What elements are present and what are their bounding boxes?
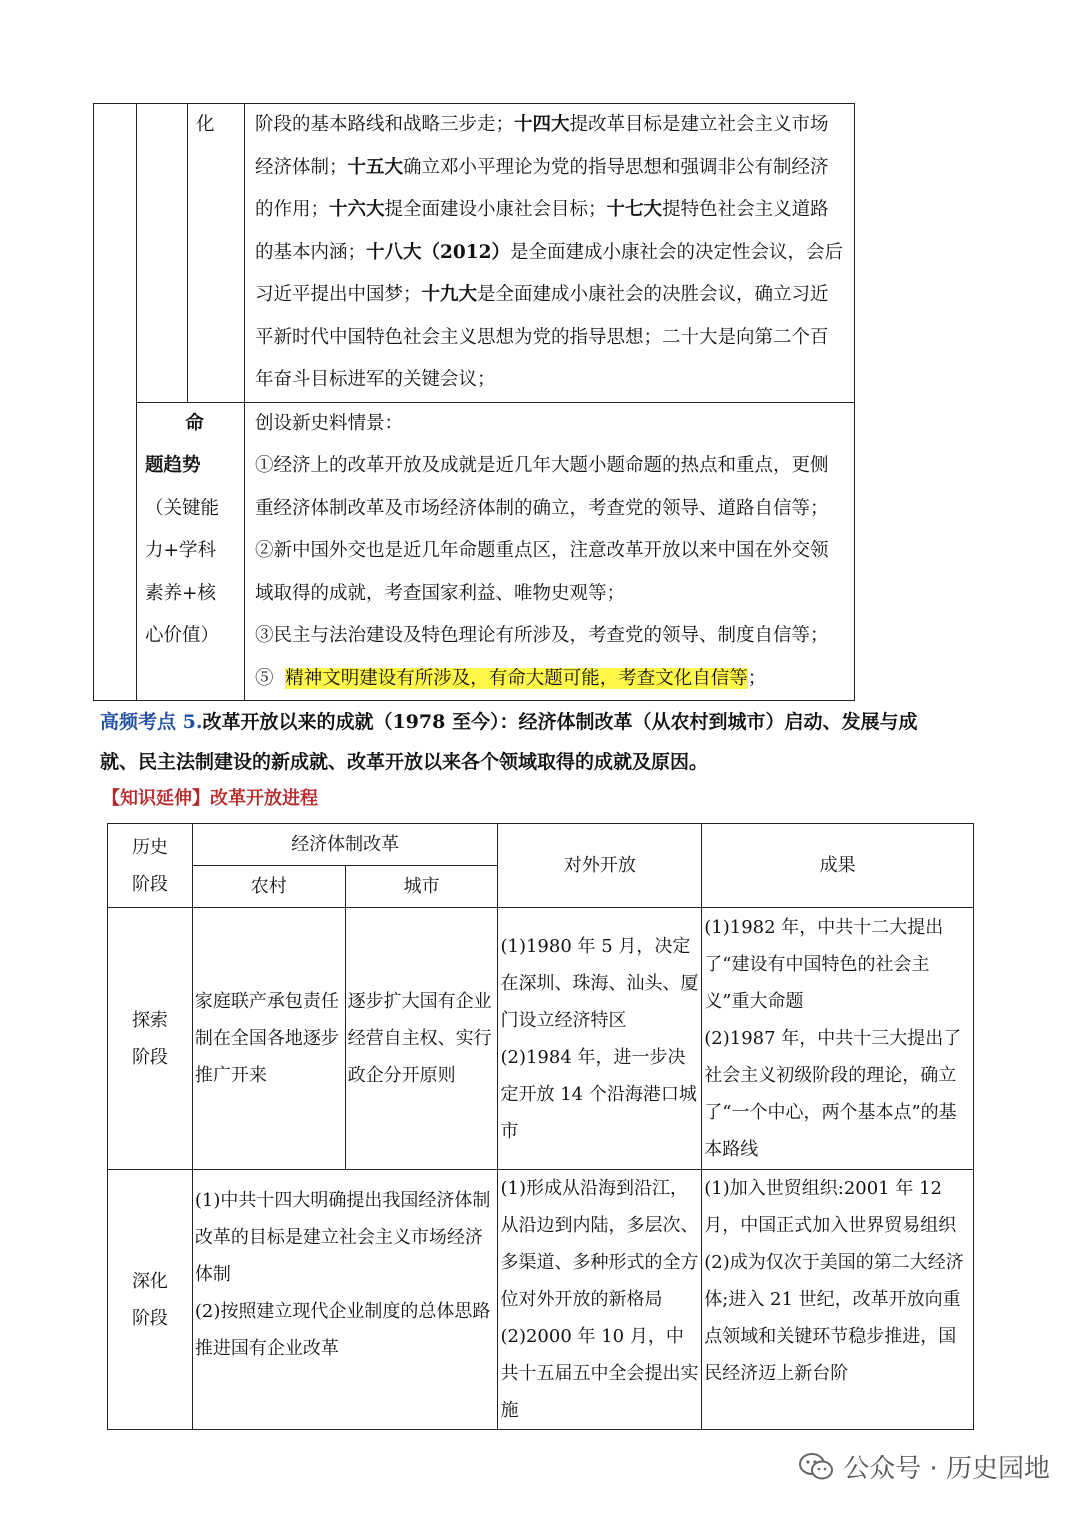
row1-line <box>255 189 846 232</box>
explore-rural: 家庭联产承包责任制在全国各地逐步推广开来 <box>192 908 345 1170</box>
row2-label-line: 力+学科 <box>145 540 217 561</box>
text-segment: 经济体制； <box>255 156 348 178</box>
row1-line <box>255 104 846 147</box>
row1-lines <box>255 104 846 402</box>
heading-line2: 就、民主法制建设的新成就、改革开放以来各个领域取得的成就及原因。 <box>100 751 709 773</box>
row2-content <box>245 402 855 701</box>
heading-prefix: 高频考点 5. <box>100 711 203 733</box>
row1-line <box>255 274 846 317</box>
left-blank-cell <box>94 104 137 701</box>
bold-term: 十九大 <box>421 284 478 305</box>
row1-line <box>255 147 846 190</box>
deepen-opening: (1)形成从沿海到沿江，从沿边到内陆，多层次、多渠道、多种形式的全方位对外开放的新格局 (2)2000 年 10 月，中共十五届五中全会提出实施 <box>498 1170 702 1430</box>
section-heading <box>100 702 1000 782</box>
row2-label-line: 题趋势 <box>145 455 201 476</box>
text-segment: 是全面建成小康社会的决定性会议，会后 <box>510 241 844 263</box>
heading-line1: 改革开放以来的成就（1978 至今）：经济体制改革（从农村到城市）启动、发展与成 <box>202 711 918 733</box>
row1-line <box>255 232 846 275</box>
header-stage: 历史 阶段 <box>108 824 193 908</box>
explore-stage: 探索 阶段 <box>108 908 193 1170</box>
wechat-icon <box>799 1453 833 1481</box>
bold-term: 十五大 <box>347 156 404 178</box>
header-rural: 农村 <box>192 866 345 908</box>
row2-label-lines <box>145 403 244 658</box>
reform-table <box>107 823 974 1430</box>
row1-line <box>255 317 846 360</box>
text-segment: 的作用； <box>255 199 330 220</box>
row2-label-line: 素养+核 <box>145 582 217 604</box>
deepen-economic: (1)中共十四大明确提出我国经济体制改革的目标是建立社会主义市场经济体制 (2)按照建立现代企业制度的总体思路推进国有企业改革 <box>192 1170 498 1430</box>
deepen-results: (1)加入世贸组织:2001 年 12 月，中国正式加入世界贸易组织 (2)成为仅次于美国的第二大经济体;进入 21 世纪，改革开放向重点领域和关键环节稳步推进，国民经济迈上新台阶 <box>702 1170 974 1430</box>
row2-last-line: ⑤ 精神文明建设有所涉及，有命大题可能，考查文化自信等； <box>255 667 767 689</box>
bold-term: 十八大（2012） <box>366 241 511 263</box>
row2-line: ①经济上的改革开放及成就是近几年大题小题命题的热点和重点，更侧 <box>255 455 829 476</box>
watermark <box>799 1448 1050 1485</box>
row2-label-line: 心价值） <box>145 625 220 646</box>
row2-line: ②新中国外交也是近几年命题重点区，注意改革开放以来中国在外交领 <box>255 540 829 561</box>
bold-term: 十七大 <box>606 199 663 220</box>
row2-line: 创设新史料情景： <box>255 412 404 434</box>
highlight-text: 精神文明建设有所涉及，有命大题可能，考查文化自信等 <box>285 667 748 689</box>
text-segment: 阶段的基本路线和战略三步走； <box>255 114 515 135</box>
row1-label: 化 <box>188 104 245 403</box>
text-segment: 习近平提出中国梦； <box>255 284 422 305</box>
text-segment: 提改革目标是建立社会主义市场 <box>569 114 829 135</box>
row2-lines <box>255 403 846 658</box>
bold-term: 十六大 <box>329 199 385 220</box>
row2-label-line: 命 <box>185 412 204 434</box>
text-segment: 的基本内涵； <box>255 241 367 263</box>
header-economic: 经济体制改革 <box>192 824 498 866</box>
explore-opening: (1)1980 年 5 月，决定在深圳、珠海、汕头、厦门设立经济特区 (2)1984 年，进一步决定开放 14 个沿海港口城市 <box>498 908 702 1170</box>
text-segment: 平新时代中国特色社会主义思想为党的指导思想；二十大是向第二个百 <box>255 326 829 348</box>
row1-line <box>255 359 846 402</box>
text-segment: 确立邓小平理论为党的指导思想和强调非公有制经济 <box>403 156 829 178</box>
bold-term: 十四大 <box>514 114 570 135</box>
header-opening: 对外开放 <box>498 824 702 908</box>
text-segment: 是全面建成小康社会的决胜会议，确立习近 <box>477 284 829 305</box>
explore-results: (1)1982 年，中共十二大提出了“建设有中国特色的社会主义”重大命题 (2)1987 年，中共十三大提出了社会主义初级阶段的理论，确立了“一个中心，两个基本点”的基本路线 <box>702 908 974 1170</box>
header-urban: 城市 <box>345 866 498 908</box>
row2-line: 域取得的成就，考查国家利益、唯物史观等； <box>255 582 626 604</box>
blank-cell <box>137 104 188 403</box>
explore-urban: 逐步扩大国有企业经营自主权、实行政企分开原则 <box>345 908 498 1170</box>
text-segment: 年奋斗目标进军的关键会议； <box>255 369 496 390</box>
row2-label <box>137 402 245 701</box>
row2-line: 重经济体制改革及市场经济体制的确立，考查党的领导、道路自信等； <box>255 497 829 519</box>
extension-title: 【知识延伸】改革开放进程 <box>102 788 318 809</box>
header-results: 成果 <box>702 824 974 908</box>
row2-line: ③民主与法治建设及特色理论有所涉及，考查党的领导、制度自信等； <box>255 625 829 646</box>
text-segment: 提全面建设小康社会目标； <box>384 199 607 220</box>
row1-content <box>245 104 855 403</box>
row2-label-line: （关键能 <box>145 497 220 519</box>
watermark-text: 公众号 · 历史园地 <box>843 1454 1050 1484</box>
text-segment: 提特色社会主义道路 <box>662 199 829 220</box>
deepen-stage: 深化 阶段 <box>108 1170 193 1430</box>
top-table <box>93 103 855 701</box>
